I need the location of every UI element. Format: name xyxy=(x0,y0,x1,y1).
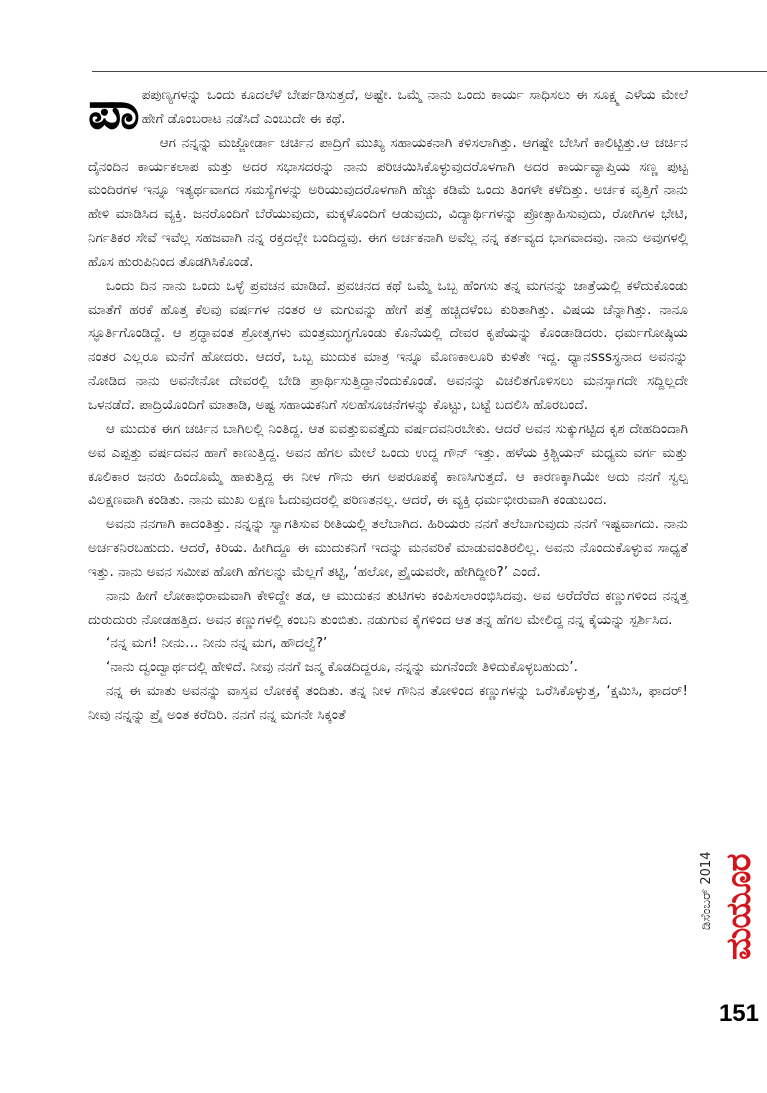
article-paragraph: ಆಗ ನನ್ನನ್ನು ಮಜ್ಜೋರ್ಡಾ ಚರ್ಚಿನ ಪಾದ್ರಿಗೆ ಮುಖ್ಯ ಸಹಾಯಕನಾಗಿ ಕಳಿಸಲಾಗಿತ್ತು. ಆಗಷ್ಟೇ ಬೇಸಿಗೆ ಕಾಲಿಟ್ಟಿತ್ತು.ಆ ಚರ್ಚಿನ ದೈನಂದಿನ ಕಾರ್ಯಕಲಾಪ ಮತ್ತು ಅದರ ಸಭಾಸದರನ್ನು ನಾನು ಪರಿಚಯಿಸಿಕೊಳ್ಳುವುದರೊಳಗಾಗಿ ಅದರ ಕಾರ್ಯವ್ಯಾಪ್ತಿಯ ಸಣ್ಣ ಪುಟ್ಟ ಮಂದಿರಗಳ ಇನ್ನೂ ಇತ್ಯರ್ಥವಾಗದ ಸಮಸ್ಯೆಗಳನ್ನು ಅರಿಯುವುದರೊಳಗಾಗಿ ಹೆಚ್ಚು ಕಡಿಮೆ ಒಂದು ತಿಂಗಳೇ ಕಳೆದಿತ್ತು. ಅರ್ಚಕ ವೃತ್ತಿಗೆ ನಾನು ಹೇಳಿ ಮಾಡಿಸಿದ ವ್ಯಕ್ತಿ. ಜನರೊಂದಿಗೆ ಬೆರೆಯುವುದು, ಮಕ್ಕಳೊಂದಿಗೆ ಆಡುವುದು, ವಿದ್ಯಾರ್ಥಿಗಳನ್ನು ಪ್ರೋತ್ಸಾಹಿಸುವುದು, ರೋಗಿಗಳ ಭೇಟಿ, ನಿರ್ಗತಿಕರ ಸೇವೆ ಇವೆಲ್ಲ ಸಹಜವಾಗಿ ನನ್ನ ರಕ್ತದಲ್ಲೇ ಬಂದಿದ್ದವು. ಈಗ ಅರ್ಚಕನಾಗಿ ಅವೆಲ್ಲ ನನ್ನ ಕರ್ತವ್ಯದ ಭಾಗವಾದವು. ನಾನು ಅವುಗಳಲ್ಲಿ ಹೊಸ ಹುರುಪಿನಿಂದ ತೊಡಗಿಸಿಕೊಂಡೆ. xyxy=(88,134,688,270)
article-paragraph: ಅವನು ನನಗಾಗಿ ಕಾದಂತಿತ್ತು. ನನ್ನನ್ನು ಸ್ವಾಗತಿಸುವ ರೀತಿಯಲ್ಲಿ ತಲೆಬಾಗಿದ. ಹಿರಿಯರು ನನಗೆ ತಲೆಬಾಗುವುದು ನನಗೆ ಇಷ್ಟವಾಗದು. ನಾನು ಅರ್ಚಕನಿರಬಹುದು. ಆದರೆ, ಕಿರಿಯ. ಹೀಗಿದ್ದೂ ಈ ಮುದುಕನಿಗೆ ಇದನ್ನು ಮನವರಿಕೆ ಮಾಡುವಂತಿರಲಿಲ್ಲ. ಅವನು ನೊಂದುಕೊಳ್ಳುವ ಸಾಧ್ಯತೆ ಇತ್ತು. ನಾನು ಅವನ ಸಮೀಪ ಹೋಗಿ ಹೆಗಲನ್ನು ಮೆಲ್ಲಗೆ ತಟ್ಟಿ, ‘ಹಲೋ, ಪ್ರೈಯವರೇ, ಹೇಗಿದ್ದೀರಿ?’ ಎಂದೆ. xyxy=(88,516,688,580)
article-paragraph: ಆ ಮುದುಕ ಈಗ ಚರ್ಚಿನ ಬಾಗಿಲಲ್ಲಿ ನಿಂತಿದ್ದ. ಆತ ಐವತ್ತುಐವತ್ತೈದು ವರ್ಷದವನಿರಬೇಕು. ಆದರೆ ಅವನ ಸುಕ್ಕುಗಟ್ಟಿದ ಕೃಶ ದೇಹದಿಂದಾಗಿ ಅವ ಎಪ್ಪತ್ತು ವರ್ಷದವನ ಹಾಗೆ ಕಾಣುತ್ತಿದ್ದ. ಅವನ ಹೆಗಲ ಮೇಲೆ ಒಂದು ಉದ್ದ ಗೌನ್ ಇತ್ತು. ಹಳೆಯ ಕ್ರಿಶ್ಚಿಯನ್ ಮಧ್ಯಮ ವರ್ಗ ಮತ್ತು ಕೂಲಿಕಾರ ಜನರು ಹಿಂದೊಮ್ಮೆ ಹಾಕುತ್ತಿದ್ದ ಈ ನೀಳ ಗೌನು ಈಗ ಅಪರೂಪಕ್ಕೆ ಕಾಣಸಿಗುತ್ತದೆ. ಆ ಕಾರಣಕ್ಕಾಗಿಯೇ ಅದು ನನಗೆ ಸ್ವಲ್ಪ ವಿಲಕ್ಷಣವಾಗಿ ಕಂಡಿತು. ನಾನು ಮುಖ ಲಕ್ಷಣ ಓದುವುದರಲ್ಲಿ ಪರಿಣತನಲ್ಲ. ಆದರೆ, ಈ ವ್ಯಕ್ತಿ ಧರ್ಮಭೀರುವಾಗಿ ಕಂಡುಬಂದ. xyxy=(88,420,688,509)
article-paragraph: ನನ್ನ ಈ ಮಾತು ಅವನನ್ನು ವಾಸ್ತವ ಲೋಕಕ್ಕೆ ತಂದಿತು. ತನ್ನ ನೀಳ ಗೌನಿನ ತೋಳಿಂದ ಕಣ್ಣುಗಳನ್ನು ಒರೆಸಿಕೊಳ್ಳುತ್ತ, ‘ಕ್ಷಮಿಸಿ, ಫಾದರ್! ನೀವು ನನ್ನನ್ನು ಪ್ರೈ ಅಂತ ಕರೆದಿರಿ. ನನಗೆ ನನ್ನ ಮಗನೇ ಸಿಕ್ಕಂತೆ xyxy=(88,683,688,723)
issue-date: ಡಿಸೆಂಬರ್ 2014 xyxy=(699,851,714,930)
top-rule xyxy=(92,71,767,72)
article-body xyxy=(88,81,688,728)
dropcap: ಪಾ xyxy=(88,81,138,141)
article-paragraph-text: ಪಪುಣ್ಯಗಳನ್ನು ಒಂದು ಕೂದಲೆಳೆ ಬೇರ್ಪಡಿಸುತ್ತದೆ, ಅಷ್ಟೇ. ಒಮ್ಮೆ ನಾನು ಒಂದು ಕಾರ್ಯ ಸಾಧಿಸಲು ಈ ಸೂಕ್ಷ್ಮ ಎಳೆಯ ಮೇಲೆ ಹೇಗೆ ಡೊಂಬರಾಟ ನಡೆಸಿದೆ ಎಂಬುದೇ ಈ ಕಥೆ. xyxy=(141,87,688,127)
article-paragraph: ನಾನು ಹೀಗೆ ಲೋಕಾಭಿರಾಮವಾಗಿ ಕೇಳಿದ್ದೇ ತಡ, ಆ ಮುದುಕನ ತುಟಿಗಳು ಕಂಪಿಸಲಾರಂಭಿಸಿದವು. ಅವ ಅರೆದೆರೆದ ಕಣ್ಣುಗಳಿಂದ ನನ್ನತ್ತ ದುರುದುರು ನೋಡಹತ್ತಿದ. ಅವನ ಕಣ್ಣುಗಳಲ್ಲಿ ಕಂಬನಿ ತುಂಬಿತು. ನಡುಗುವ ಕೈಗಳಿಂದ ಆತ ತನ್ನ ಹೆಗಲ ಮೇಲಿದ್ದ ನನ್ನ ಕೈಯನ್ನು ಸ್ಪರ್ಶಿಸಿದ. xyxy=(88,587,688,628)
article-paragraph xyxy=(88,81,688,141)
article-paragraph: ‘ನಾನು ದ್ವಂದ್ವಾರ್ಥದಲ್ಲಿ ಹೇಳಿದೆ. ನೀವು ನನಗೆ ಜನ್ಮ ಕೊಡದಿದ್ದರೂ, ನನ್ನನ್ನು ಮಗನೆಂದೇ ತಿಳಿದುಕೊಳ್ಳಬಹುದು’. xyxy=(106,659,578,676)
article-paragraph: ‘ನನ್ನ ಮಗ! ನೀನು… ನೀನು ನನ್ನ ಮಗ, ಹೌದಲ್ವೆ?’ xyxy=(106,635,328,652)
magazine-logo: ಮಯೂರ xyxy=(719,854,759,960)
article-paragraph: ಒಂದು ದಿನ ನಾನು ಒಂದು ಒಳ್ಳೆ ಪ್ರವಚನ ಮಾಡಿದೆ. ಪ್ರವಚನದ ಕಥೆ ಒಮ್ಮೆ ಒಬ್ಬ ಹೆಂಗಸು ತನ್ನ ಮಗನನ್ನು ಜಾತ್ರೆಯಲ್ಲಿ ಕಳೆದುಕೊಂಡು ಮಾತೆಗೆ ಹರಕೆ ಹೊತ್ತ ಕೆಲವು ವರ್ಷಗಳ ನಂತರ ಆ ಮಗುವನ್ನು ಹೇಗೆ ಪತ್ತೆ ಹಚ್ಚಿದಳೆಂಬ ಕುರಿತಾಗಿತ್ತು. ವಿಷಯ ಚೆನ್ನಾಗಿತ್ತು. ನಾನೂ ಸ್ಫೂರ್ತಿಗೊಂಡಿದ್ದೆ. ಆ ಶ್ರದ್ಧಾವಂತ ಶ್ರೋತೃಗಳು ಮಂತ್ರಮುಗ್ಧಗೊಂಡು ಕೊನೆಯಲ್ಲಿ ದೇವರ ಕೃಪೆಯನ್ನು ಕೊಂಡಾಡಿದರು. ಧರ್ಮಗೋಷ್ಠಿಯ ನಂತರ ಎಲ್ಲರೂ ಮನೆಗೆ ಹೋದರು. ಆದರೆ, ಒಬ್ಬ ಮುದುಕ ಮಾತ್ರ ಇನ್ನೂ ಮೊಣಕಾಲೂರಿ ಕುಳಿತೇ ಇದ್ದ. ಧ್ಯಾನsssಸ್ಥನಾದ ಅವನನ್ನು ನೋಡಿದ ನಾನು ಅವನೇನೋ ದೇವರಲ್ಲಿ ಬೇಡಿ ಪ್ರಾರ್ಥಿಸುತ್ತಿದ್ದಾನೆಂದುಕೊಂಡೆ. ಅವನನ್ನು ವಿಚಲಿತಗೊಳಿಸಲು ಮನಸ್ಸಾಗದೇ ಸದ್ದಿಲ್ಲದೇ ಒಳನಡೆದೆ. ಪಾದ್ರಿಯೊಂದಿಗೆ ಮಾತಾಡಿ, ಅಷ್ಟ ಸಹಾಯಕನಿಗೆ ಸಲಹೆಸೂಚನೆಗಳನ್ನು ಕೊಟ್ಟು, ಬಟ್ಟೆ ಬದಲಿಸಿ ಹೊರಬಂದೆ. xyxy=(88,277,688,413)
page-number: 151 xyxy=(718,1000,759,1027)
